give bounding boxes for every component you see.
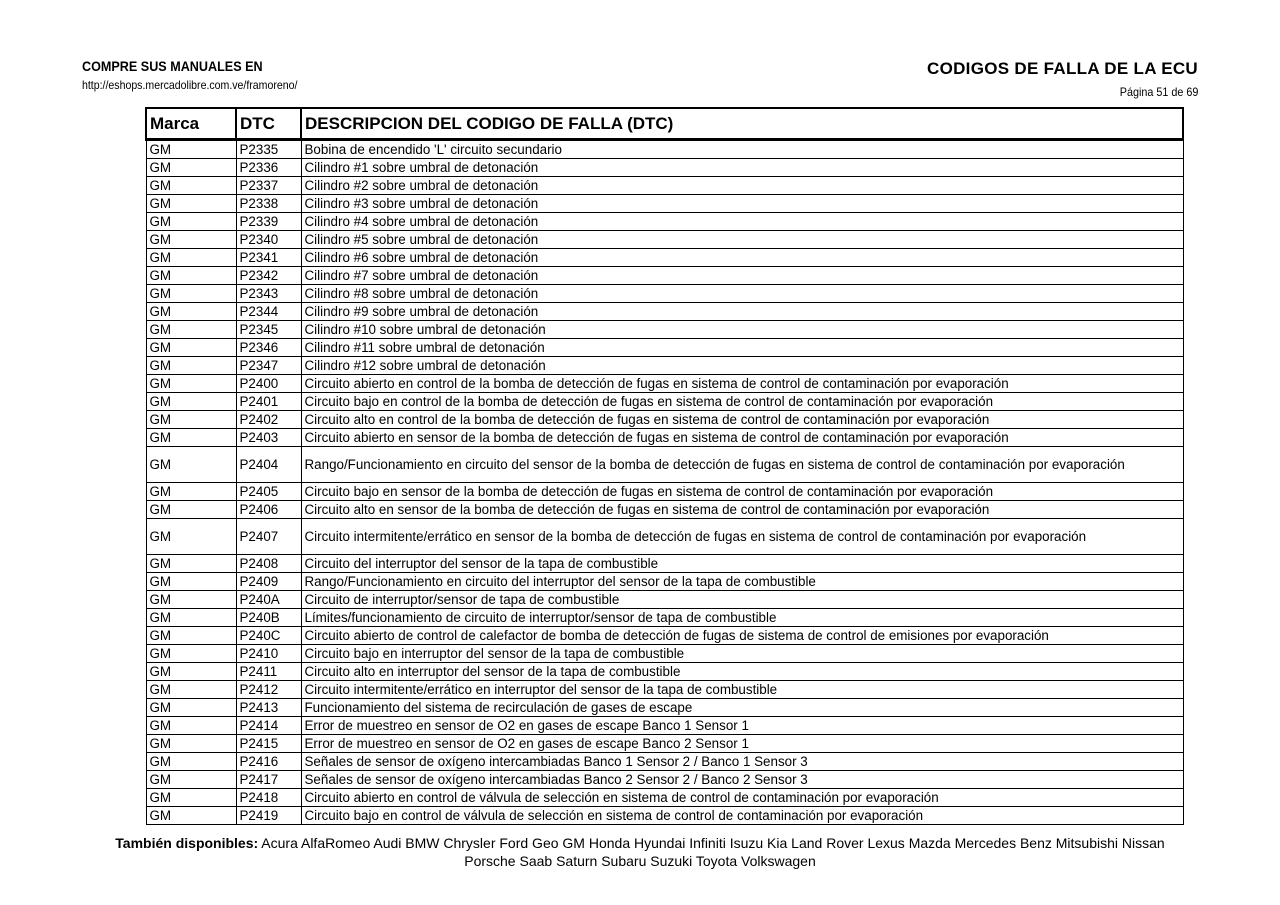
cell-dtc: P240A	[236, 591, 301, 609]
cell-dtc: P2411	[236, 663, 301, 681]
cell-dtc: P2337	[236, 177, 301, 195]
cell-dtc: P2342	[236, 267, 301, 285]
cell-dtc: P240C	[236, 627, 301, 645]
document-title: CODIGOS DE FALLA DE LA ECU	[927, 59, 1198, 78]
cell-marca: GM	[146, 789, 236, 807]
cell-description: Cilindro #4 sobre umbral de detonación	[301, 213, 1183, 231]
cell-dtc: P2402	[236, 411, 301, 429]
cell-dtc: P2410	[236, 645, 301, 663]
cell-dtc: P2417	[236, 771, 301, 789]
table-row	[146, 699, 1183, 717]
cell-description: Circuito abierto en sensor de la bomba de detección de fugas en sistema de control de contaminación por evaporación	[301, 429, 1183, 447]
column-header-marca: Marca	[146, 108, 236, 140]
promo-title: COMPRE SUS MANUALES EN	[82, 58, 263, 74]
cell-marca: GM	[146, 231, 236, 249]
cell-dtc: P2340	[236, 231, 301, 249]
store-url-link[interactable]: http://eshops.mercadolibre.com.ve/framoreno/	[82, 78, 298, 92]
table-row	[146, 519, 1183, 555]
table-row	[146, 429, 1183, 447]
cell-description: Funcionamiento del sistema de recirculación de gases de escape	[301, 699, 1183, 717]
table-row	[146, 717, 1183, 735]
cell-dtc: P2346	[236, 339, 301, 357]
cell-description: Cilindro #6 sobre umbral de detonación	[301, 249, 1183, 267]
table-row	[146, 645, 1183, 663]
cell-description: Cilindro #5 sobre umbral de detonación	[301, 231, 1183, 249]
cell-dtc: P2412	[236, 681, 301, 699]
footer-available-brands	[90, 834, 1190, 870]
cell-marca: GM	[146, 357, 236, 375]
cell-description: Circuito abierto de control de calefactor de bomba de detección de fugas de sistema de control de emisiones por evaporación	[301, 627, 1183, 645]
cell-description: Cilindro #3 sobre umbral de detonación	[301, 195, 1183, 213]
table-row	[146, 321, 1183, 339]
cell-marca: GM	[146, 573, 236, 591]
table-row	[146, 735, 1183, 753]
cell-description: Rango/Funcionamiento en circuito del interruptor del sensor de la tapa de combustible	[301, 573, 1183, 591]
table-row	[146, 140, 1183, 159]
table-row	[146, 411, 1183, 429]
cell-description: Circuito bajo en control de válvula de selección en sistema de control de contaminación por evaporación	[301, 807, 1183, 825]
cell-marca: GM	[146, 285, 236, 303]
table-row	[146, 573, 1183, 591]
cell-dtc: P2335	[236, 140, 301, 159]
cell-marca: GM	[146, 303, 236, 321]
cell-marca: GM	[146, 717, 236, 735]
cell-description: Circuito del interruptor del sensor de la tapa de combustible	[301, 555, 1183, 573]
cell-marca: GM	[146, 429, 236, 447]
cell-description: Circuito de interruptor/sensor de tapa de combustible	[301, 591, 1183, 609]
footer-label: También disponibles:	[115, 835, 259, 851]
cell-description: Cilindro #10 sobre umbral de detonación	[301, 321, 1183, 339]
cell-dtc: P2339	[236, 213, 301, 231]
cell-description: Cilindro #1 sobre umbral de detonación	[301, 159, 1183, 177]
cell-description: Circuito alto en control de la bomba de detección de fugas en sistema de control de contaminación por evaporación	[301, 411, 1183, 429]
dtc-table	[145, 107, 1184, 825]
cell-marca: GM	[146, 681, 236, 699]
table-row	[146, 285, 1183, 303]
cell-marca: GM	[146, 591, 236, 609]
cell-marca: GM	[146, 213, 236, 231]
cell-marca: GM	[146, 159, 236, 177]
cell-description: Cilindro #8 sobre umbral de detonación	[301, 285, 1183, 303]
cell-dtc: P2419	[236, 807, 301, 825]
table-row	[146, 681, 1183, 699]
cell-marca: GM	[146, 555, 236, 573]
cell-marca: GM	[146, 627, 236, 645]
cell-description: Circuito alto en sensor de la bomba de detección de fugas en sistema de control de contaminación por evaporación	[301, 501, 1183, 519]
cell-description: Cilindro #9 sobre umbral de detonación	[301, 303, 1183, 321]
cell-dtc: P2401	[236, 393, 301, 411]
cell-dtc: P2405	[236, 483, 301, 501]
table-row	[146, 609, 1183, 627]
cell-marca: GM	[146, 501, 236, 519]
cell-marca: GM	[146, 393, 236, 411]
cell-description: Cilindro #2 sobre umbral de detonación	[301, 177, 1183, 195]
cell-description: Bobina de encendido 'L' circuito secundario	[301, 140, 1183, 159]
cell-dtc: P2408	[236, 555, 301, 573]
cell-dtc: P2404	[236, 447, 301, 483]
cell-dtc: P2344	[236, 303, 301, 321]
cell-marca: GM	[146, 645, 236, 663]
cell-marca: GM	[146, 177, 236, 195]
cell-marca: GM	[146, 753, 236, 771]
table-row	[146, 483, 1183, 501]
table-row	[146, 195, 1183, 213]
table-row	[146, 393, 1183, 411]
table-row	[146, 375, 1183, 393]
cell-dtc: P2400	[236, 375, 301, 393]
cell-description: Circuito abierto en control de válvula de selección en sistema de control de contaminación por evaporación	[301, 789, 1183, 807]
column-header-dtc: DTC	[236, 108, 301, 140]
cell-dtc: P2403	[236, 429, 301, 447]
cell-marca: GM	[146, 411, 236, 429]
cell-description: Cilindro #12 sobre umbral de detonación	[301, 357, 1183, 375]
cell-description: Circuito bajo en interruptor del sensor de la tapa de combustible	[301, 645, 1183, 663]
cell-marca: GM	[146, 249, 236, 267]
cell-dtc: P2407	[236, 519, 301, 555]
cell-marca: GM	[146, 321, 236, 339]
column-header-description: DESCRIPCION DEL CODIGO DE FALLA (DTC)	[301, 108, 1183, 140]
table-row	[146, 771, 1183, 789]
cell-dtc: P2415	[236, 735, 301, 753]
cell-dtc: P2347	[236, 357, 301, 375]
cell-marca: GM	[146, 663, 236, 681]
table-row	[146, 663, 1183, 681]
cell-description: Error de muestreo en sensor de O2 en gases de escape Banco 2 Sensor 1	[301, 735, 1183, 753]
table-row	[146, 213, 1183, 231]
cell-dtc: P2343	[236, 285, 301, 303]
cell-description: Circuito intermitente/errático en interruptor del sensor de la tapa de combustible	[301, 681, 1183, 699]
cell-description: Señales de sensor de oxígeno intercambiadas Banco 2 Sensor 2 / Banco 2 Sensor 3	[301, 771, 1183, 789]
cell-marca: GM	[146, 807, 236, 825]
cell-marca: GM	[146, 267, 236, 285]
table-header-row	[146, 108, 1183, 140]
cell-marca: GM	[146, 195, 236, 213]
cell-description: Rango/Funcionamiento en circuito del sensor de la bomba de detección de fugas en sistema de control de contaminación por evaporación	[301, 447, 1183, 483]
cell-marca: GM	[146, 140, 236, 159]
cell-marca: GM	[146, 339, 236, 357]
cell-description: Circuito bajo en sensor de la bomba de detección de fugas en sistema de control de contaminación por evaporación	[301, 483, 1183, 501]
table-row	[146, 249, 1183, 267]
table-row	[146, 555, 1183, 573]
cell-marca: GM	[146, 735, 236, 753]
cell-marca: GM	[146, 771, 236, 789]
cell-description: Circuito intermitente/errático en sensor de la bomba de detección de fugas en sistema de control de contaminación por evaporación	[301, 519, 1183, 555]
cell-dtc: P2406	[236, 501, 301, 519]
cell-dtc: P2418	[236, 789, 301, 807]
table-row	[146, 159, 1183, 177]
cell-description: Error de muestreo en sensor de O2 en gases de escape Banco 1 Sensor 1	[301, 717, 1183, 735]
cell-description: Señales de sensor de oxígeno intercambiadas Banco 1 Sensor 2 / Banco 1 Sensor 3	[301, 753, 1183, 771]
cell-dtc: P2338	[236, 195, 301, 213]
cell-description: Circuito alto en interruptor del sensor de la tapa de combustible	[301, 663, 1183, 681]
cell-marca: GM	[146, 375, 236, 393]
table-row	[146, 627, 1183, 645]
table-row	[146, 753, 1183, 771]
cell-marca: GM	[146, 699, 236, 717]
cell-dtc: P2409	[236, 573, 301, 591]
cell-dtc: P2345	[236, 321, 301, 339]
cell-dtc: P240B	[236, 609, 301, 627]
table-row	[146, 177, 1183, 195]
table-row	[146, 339, 1183, 357]
table-row	[146, 357, 1183, 375]
cell-dtc: P2416	[236, 753, 301, 771]
cell-description: Límites/funcionamiento de circuito de interruptor/sensor de tapa de combustible	[301, 609, 1183, 627]
table-row	[146, 267, 1183, 285]
cell-dtc: P2336	[236, 159, 301, 177]
cell-marca: GM	[146, 519, 236, 555]
footer-brands: Acura AlfaRomeo Audi BMW Chrysler Ford Geo GM Honda Hyundai Infiniti Isuzu Kia Land Rover Lexus Mazda Mercedes Benz Mitsubishi Nissan Porsche Saab Saturn Subaru Suzuki Toyota Volkswagen	[261, 835, 1165, 869]
cell-dtc: P2341	[236, 249, 301, 267]
table-row	[146, 591, 1183, 609]
cell-description: Cilindro #7 sobre umbral de detonación	[301, 267, 1183, 285]
cell-marca: GM	[146, 483, 236, 501]
page-number: Página 51 de 69	[1119, 85, 1198, 99]
cell-description: Circuito bajo en control de la bomba de detección de fugas en sistema de control de contaminación por evaporación	[301, 393, 1183, 411]
table-row	[146, 789, 1183, 807]
cell-description: Cilindro #11 sobre umbral de detonación	[301, 339, 1183, 357]
table-row	[146, 447, 1183, 483]
cell-marca: GM	[146, 609, 236, 627]
cell-description: Circuito abierto en control de la bomba de detección de fugas en sistema de control de contaminación por evaporación	[301, 375, 1183, 393]
cell-marca: GM	[146, 447, 236, 483]
table-row	[146, 501, 1183, 519]
table-row	[146, 807, 1183, 825]
cell-dtc: P2414	[236, 717, 301, 735]
table-row	[146, 231, 1183, 249]
table-row	[146, 303, 1183, 321]
cell-dtc: P2413	[236, 699, 301, 717]
